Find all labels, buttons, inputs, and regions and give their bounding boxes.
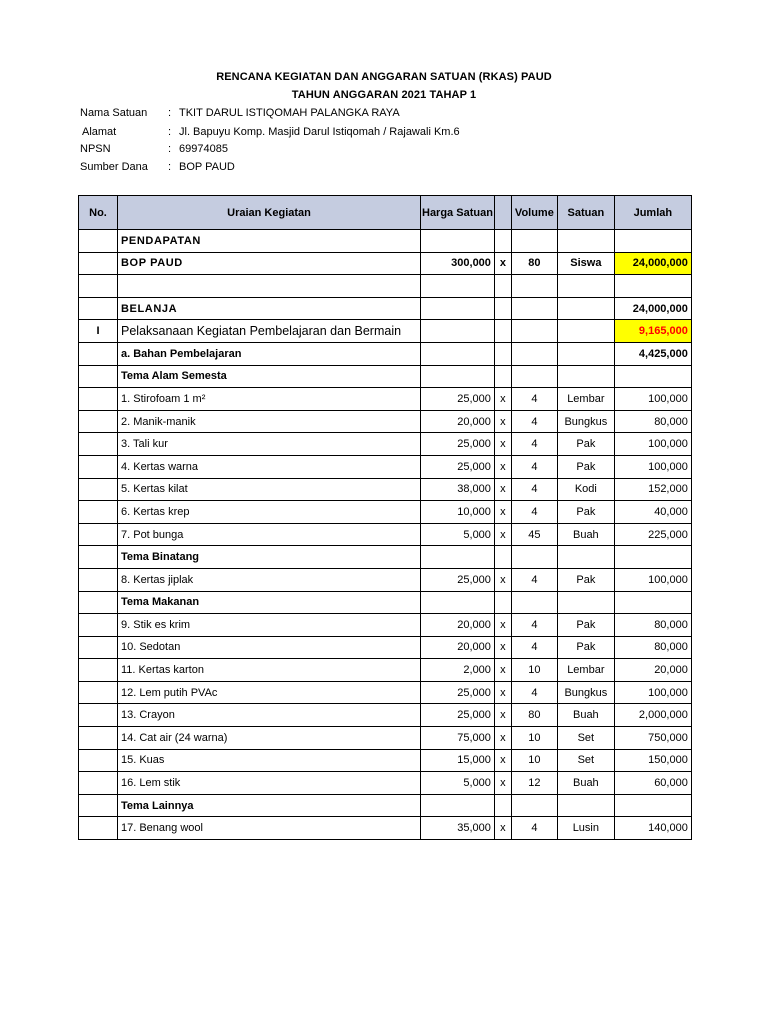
cell-no [79,794,118,817]
cell-satuan: Lembar [557,388,614,411]
cell-uraian: Pelaksanaan Kegiatan Pembelajaran dan Bermain [118,320,421,343]
cell-harga: 25,000 [421,433,495,456]
cell-satuan: Kodi [557,478,614,501]
cell-harga: 25,000 [421,568,495,591]
document-subtitle: TAHUN ANGGARAN 2021 TAHAP 1 [291,89,477,101]
cell-x: x [494,501,511,524]
cell-x [494,342,511,365]
table-row [79,614,692,637]
cell-jumlah: 9,165,000 [614,320,691,343]
cell-harga [421,591,495,614]
cell-no [79,275,118,298]
info-colon: : [168,161,172,173]
cell-jumlah: 150,000 [614,749,691,772]
cell-satuan [557,591,614,614]
cell-jumlah: 100,000 [614,568,691,591]
cell-no [79,478,118,501]
cell-x: x [494,433,511,456]
cell-harga [421,546,495,569]
cell-volume [511,320,557,343]
cell-jumlah: 80,000 [614,614,691,637]
cell-harga: 5,000 [421,772,495,795]
table-row [79,794,692,817]
info-value: 69974085 [179,143,228,155]
table-row [79,342,692,365]
cell-no [79,230,118,253]
cell-volume [511,591,557,614]
info-colon: : [168,107,172,119]
cell-no [79,727,118,750]
cell-uraian: 6. Kertas krep [118,501,421,524]
cell-harga: 35,000 [421,817,495,840]
header-volume: Volume [511,196,557,230]
cell-x [494,230,511,253]
cell-satuan: Bungkus [557,681,614,704]
cell-uraian: 8. Kertas jiplak [118,568,421,591]
cell-uraian: Tema Binatang [118,546,421,569]
cell-jumlah: 750,000 [614,727,691,750]
cell-uraian: 13. Crayon [118,704,421,727]
cell-uraian: 3. Tali kur [118,433,421,456]
cell-uraian: Tema Makanan [118,591,421,614]
info-colon: : [168,126,172,138]
cell-uraian: 4. Kertas warna [118,455,421,478]
cell-satuan [557,320,614,343]
cell-jumlah: 100,000 [614,455,691,478]
cell-volume: 4 [511,614,557,637]
info-value: TKIT DARUL ISTIQOMAH PALANGKA RAYA [179,107,400,119]
cell-jumlah: 80,000 [614,636,691,659]
table-row [79,681,692,704]
cell-uraian: Tema Lainnya [118,794,421,817]
cell-jumlah: 24,000,000 [614,252,691,275]
cell-volume: 4 [511,817,557,840]
cell-x: x [494,659,511,682]
cell-uraian: BOP PAUD [118,252,421,275]
cell-volume: 80 [511,704,557,727]
cell-harga: 25,000 [421,455,495,478]
cell-volume [511,230,557,253]
cell-volume: 4 [511,388,557,411]
cell-harga: 15,000 [421,749,495,772]
rkas-table [78,195,692,840]
cell-satuan: Buah [557,704,614,727]
cell-harga [421,297,495,320]
table-row [79,749,692,772]
cell-x: x [494,568,511,591]
cell-uraian: BELANJA [118,297,421,320]
cell-x [494,546,511,569]
cell-jumlah [614,365,691,388]
cell-satuan: Set [557,727,614,750]
info-label: Alamat [82,126,117,138]
cell-harga: 25,000 [421,681,495,704]
table-row [79,591,692,614]
cell-satuan [557,275,614,298]
cell-jumlah: 225,000 [614,523,691,546]
cell-x [494,320,511,343]
cell-x: x [494,455,511,478]
cell-volume: 4 [511,410,557,433]
header-uraian: Uraian Kegiatan [118,196,421,230]
cell-uraian: 16. Lem stik [118,772,421,795]
table-row [79,704,692,727]
table-row [79,365,692,388]
cell-x [494,365,511,388]
cell-volume: 4 [511,478,557,501]
header-harga-satuan: Harga Satuan [421,196,495,230]
cell-satuan: Pak [557,433,614,456]
cell-satuan: Bungkus [557,410,614,433]
cell-no [79,681,118,704]
cell-x: x [494,749,511,772]
cell-uraian: 10. Sedotan [118,636,421,659]
header-satuan: Satuan [557,196,614,230]
cell-uraian: 11. Kertas karton [118,659,421,682]
cell-volume: 10 [511,659,557,682]
info-label: Nama Satuan [80,107,148,119]
cell-harga [421,794,495,817]
cell-uraian: a. Bahan Pembelajaran [118,342,421,365]
cell-jumlah: 140,000 [614,817,691,840]
cell-volume: 4 [511,568,557,591]
cell-satuan: Buah [557,772,614,795]
cell-harga: 38,000 [421,478,495,501]
cell-satuan: Pak [557,455,614,478]
cell-satuan [557,546,614,569]
cell-volume: 4 [511,455,557,478]
cell-harga: 20,000 [421,614,495,637]
table-row [79,455,692,478]
cell-volume [511,275,557,298]
table-row [79,320,692,343]
cell-jumlah: 80,000 [614,410,691,433]
table-row [79,410,692,433]
table-row [79,659,692,682]
cell-volume: 4 [511,636,557,659]
cell-no [79,772,118,795]
cell-harga: 20,000 [421,636,495,659]
cell-no [79,704,118,727]
cell-x: x [494,523,511,546]
cell-satuan: Set [557,749,614,772]
cell-jumlah: 2,000,000 [614,704,691,727]
cell-jumlah: 100,000 [614,433,691,456]
header-no: No. [79,196,118,230]
cell-no [79,342,118,365]
table-row [79,772,692,795]
cell-volume: 45 [511,523,557,546]
cell-no [79,817,118,840]
cell-satuan: Pak [557,568,614,591]
info-value: Jl. Bapuyu Komp. Masjid Darul Istiqomah / Rajawali Km.6 [179,126,460,138]
cell-uraian: PENDAPATAN [118,230,421,253]
cell-volume: 4 [511,681,557,704]
cell-satuan: Buah [557,523,614,546]
table-row [79,568,692,591]
cell-satuan [557,342,614,365]
cell-no [79,252,118,275]
cell-x: x [494,727,511,750]
info-colon: : [168,143,172,155]
cell-x: x [494,704,511,727]
cell-uraian: 17. Benang wool [118,817,421,840]
cell-no [79,501,118,524]
cell-harga: 5,000 [421,523,495,546]
cell-harga: 10,000 [421,501,495,524]
table-header-row [79,196,692,230]
cell-x [494,591,511,614]
cell-x [494,297,511,320]
cell-x: x [494,388,511,411]
cell-satuan: Siswa [557,252,614,275]
table-row [79,727,692,750]
cell-x: x [494,772,511,795]
cell-jumlah [614,275,691,298]
cell-uraian: 9. Stik es krim [118,614,421,637]
cell-harga: 2,000 [421,659,495,682]
cell-no [79,568,118,591]
cell-jumlah: 20,000 [614,659,691,682]
cell-harga: 300,000 [421,252,495,275]
table-row [79,433,692,456]
cell-harga: 25,000 [421,704,495,727]
cell-harga [421,342,495,365]
cell-volume [511,365,557,388]
cell-satuan: Lusin [557,817,614,840]
cell-jumlah: 40,000 [614,501,691,524]
table-row [79,252,692,275]
cell-volume [511,546,557,569]
cell-no [79,546,118,569]
cell-no [79,614,118,637]
table-row [79,388,692,411]
cell-no [79,410,118,433]
header-multiply-blank [494,196,511,230]
cell-x: x [494,252,511,275]
info-label: Sumber Dana [80,161,148,173]
table-row [79,275,692,298]
cell-harga: 20,000 [421,410,495,433]
cell-x: x [494,410,511,433]
cell-no [79,365,118,388]
cell-uraian: 5. Kertas kilat [118,478,421,501]
cell-volume: 10 [511,749,557,772]
cell-uraian: 7. Pot bunga [118,523,421,546]
cell-jumlah [614,591,691,614]
table-row [79,817,692,840]
cell-volume: 80 [511,252,557,275]
cell-uraian: Tema Alam Semesta [118,365,421,388]
table-row [79,501,692,524]
cell-x: x [494,636,511,659]
cell-no [79,591,118,614]
cell-uraian: 14. Cat air (24 warna) [118,727,421,750]
cell-no [79,388,118,411]
cell-uraian: 2. Manik-manik [118,410,421,433]
table-row [79,230,692,253]
cell-satuan: Pak [557,636,614,659]
table-row [79,523,692,546]
cell-satuan: Pak [557,614,614,637]
cell-satuan: Lembar [557,659,614,682]
cell-x [494,275,511,298]
info-value: BOP PAUD [179,161,235,173]
table-row [79,478,692,501]
cell-harga [421,230,495,253]
document-title: RENCANA KEGIATAN DAN ANGGARAN SATUAN (RKAS) PAUD [216,71,552,83]
cell-jumlah: 100,000 [614,681,691,704]
cell-jumlah [614,230,691,253]
cell-satuan: Pak [557,501,614,524]
cell-jumlah [614,794,691,817]
table-row [79,546,692,569]
cell-satuan [557,297,614,320]
cell-no [79,297,118,320]
cell-harga: 75,000 [421,727,495,750]
cell-x: x [494,681,511,704]
cell-no [79,659,118,682]
cell-no [79,523,118,546]
cell-jumlah: 24,000,000 [614,297,691,320]
cell-jumlah: 152,000 [614,478,691,501]
cell-no [79,749,118,772]
cell-x: x [494,817,511,840]
cell-no [79,636,118,659]
cell-volume [511,297,557,320]
cell-volume [511,794,557,817]
cell-jumlah: 4,425,000 [614,342,691,365]
cell-harga [421,320,495,343]
cell-x: x [494,614,511,637]
cell-volume: 12 [511,772,557,795]
cell-no [79,455,118,478]
header-jumlah: Jumlah [614,196,691,230]
cell-volume: 4 [511,501,557,524]
cell-volume: 10 [511,727,557,750]
cell-harga [421,365,495,388]
cell-jumlah: 60,000 [614,772,691,795]
cell-satuan [557,230,614,253]
table-row [79,297,692,320]
cell-uraian: 15. Kuas [118,749,421,772]
cell-volume [511,342,557,365]
cell-uraian [118,275,421,298]
cell-satuan [557,794,614,817]
cell-no [79,433,118,456]
info-label: NPSN [80,143,111,155]
cell-uraian: 1. Stirofoam 1 m² [118,388,421,411]
table-row [79,636,692,659]
cell-volume: 4 [511,433,557,456]
cell-jumlah [614,546,691,569]
cell-harga: 25,000 [421,388,495,411]
cell-x: x [494,478,511,501]
cell-harga [421,275,495,298]
cell-jumlah: 100,000 [614,388,691,411]
cell-satuan [557,365,614,388]
cell-uraian: 12. Lem putih PVAc [118,681,421,704]
cell-x [494,794,511,817]
cell-no: I [79,320,118,343]
